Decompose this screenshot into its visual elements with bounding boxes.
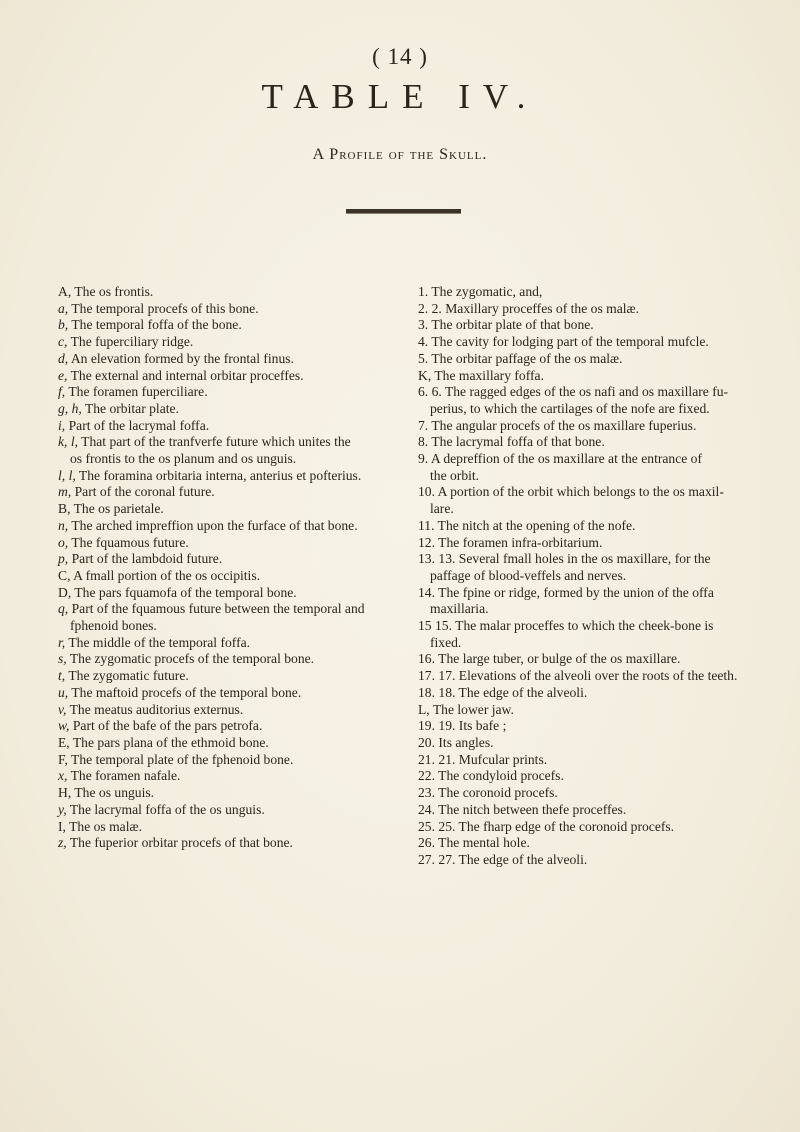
legend-key: 19. [418,718,435,734]
legend-entry [418,752,780,769]
legend-text: 27. The edge of the alveoli. [438,851,588,867]
legend-entry [418,601,780,618]
decorative-rule [346,209,461,213]
legend-entry [58,651,400,668]
legend-text: The condyloid procefs. [438,768,564,784]
legend-entry [58,635,400,652]
legend-text: The fuperior orbitar procefs of that bone. [69,835,293,851]
legend-entry [418,685,780,702]
legend-entry [418,284,780,301]
legend-text: Its angles. [438,734,494,750]
legend-text: The fpine or ridge, formed by the union of the offa [438,584,714,600]
legend-entry [418,484,780,501]
legend-entry [58,802,400,819]
legend-entry [58,618,400,635]
legend-key: l, l, [58,467,76,483]
legend-key: f, [58,384,66,400]
legend-text: The external and internal orbitar proceffes. [70,367,304,383]
legend-key: r, [58,634,66,650]
legend-key: 10. [418,484,435,500]
legend-key: 8. [418,434,429,450]
legend-text: lare. [430,501,454,517]
legend-entry [58,785,400,802]
legend-key: v, [58,701,67,717]
legend-text: 17. Elevations of the alveoli over the roots of the teeth. [438,668,738,684]
legend-key: 7. [418,417,429,433]
legend-entry [418,384,780,401]
legend-text: The maftoid procefs of the temporal bone. [71,684,302,700]
legend-key: d, [58,350,69,366]
legend-key: c, [58,334,68,350]
legend-key: w, [58,718,70,734]
legend-text: The temporal foffa of the bone. [71,317,242,333]
legend-key: n, [58,517,69,533]
legend-text: 2. Maxillary proceffes of the os malæ. [431,300,639,316]
legend-key: I, [58,818,66,834]
legend-key: C, [58,567,71,583]
legend-text: A fmall portion of the os occipitis. [73,567,261,583]
legend-key: L, [418,701,430,717]
legend-text: The lacrymal foffa of that bone. [431,434,605,450]
legend-text: An elevation formed by the frontal finus. [70,350,294,366]
legend-key: g, h, [58,400,82,416]
legend-key: e, [58,367,68,383]
legend-key: t, [58,668,66,684]
legend-text: The temporal plate of the fphenoid bone. [71,751,294,767]
legend-entry [418,618,780,635]
legend-entry [58,418,400,435]
legend-text: The lacrymal foffa of the os unguis. [69,801,265,817]
legend-text: Part of the lacrymal foffa. [68,417,210,433]
legend-text: 21. Mufcular prints. [438,751,548,767]
legend-text: The foramen infra-orbitarium. [438,534,603,550]
legend-entry [58,301,400,318]
legend-key: z, [58,835,67,851]
legend-text: A depreffion of the os maxillare at the entrance of [430,451,702,467]
legend-text: 15. The malar proceffes to which the cheek-bone is [435,618,714,634]
legend-text: The large tuber, or bulge of the os maxillare. [438,651,681,667]
legend-key: 23. [418,785,435,801]
legend-key: 5. [418,350,429,366]
legend-entry [58,401,400,418]
legend-text: The middle of the temporal foffa. [68,634,251,650]
legend-entry [58,585,400,602]
legend-entry [418,551,780,568]
legend-entry [58,819,400,836]
legend-entry [58,368,400,385]
legend-text: The maxillary foffa. [434,367,544,383]
legend-text: The temporal procefs of this bone. [71,300,259,316]
legend-entry [418,334,780,351]
legend-key: q, [58,601,69,617]
legend-key: 9. [418,451,429,467]
legend-key: 3. [418,317,429,333]
legend-text: The meatus auditorius externus. [69,701,244,717]
legend-text: The lower jaw. [432,701,514,717]
legend-text: 18. The edge of the alveoli. [438,684,588,700]
legend-text: The orbitar plate of that bone. [431,317,594,333]
legend-text: paffage of blood-veffels and nerves. [430,567,627,583]
legend-text: The fuperciliary ridge. [70,334,194,350]
legend-text: The orbitar paffage of the os malæ. [431,350,623,366]
legend-key: y, [58,801,67,817]
legend-key: 18. [418,684,435,700]
legend-entry [418,451,780,468]
legend-entry [418,301,780,318]
legend-key: 4. [418,334,429,350]
legend-key: 11. [418,517,435,533]
legend-entry [58,752,400,769]
legend-text: The zygomatic, and, [431,284,543,299]
legend-entry [58,535,400,552]
legend-text: The cavity for lodging part of the temporal mufcle. [431,334,709,350]
legend-entry [58,451,400,468]
legend-entry [58,334,400,351]
legend-text: The foramen fuperciliare. [68,384,208,400]
legend-entry [418,852,780,869]
legend-text: The angular procefs of the os maxillare fuperius. [431,417,697,433]
legend-text: fixed. [430,634,462,650]
legend-entry [418,718,780,735]
legend-entry [418,635,780,652]
legend-key: 27. [418,851,435,867]
legend-key: 15 [418,618,432,634]
legend-key: a, [58,300,69,316]
legend-text: Part of the bafe of the pars petrofa. [72,718,263,734]
legend-text: Part of the lambdoid future. [71,551,223,567]
legend-entry [418,434,780,451]
legend-key: 22. [418,768,435,784]
legend-text: A portion of the orbit which belongs to the os maxil- [437,484,724,500]
legend-text: 25. The fharp edge of the coronoid procefs. [438,818,675,834]
legend-text: The foramen nafale. [70,768,181,784]
legend-key: 13. [418,551,435,567]
legend-entry [58,434,400,451]
legend-text: The os unguis. [74,785,155,801]
legend-entry [58,568,400,585]
legend-entry [58,835,400,852]
page-number: ( 14 ) [372,44,428,69]
legend-key: B, [58,501,71,517]
legend-entry [418,668,780,685]
legend-entry [418,735,780,752]
legend-text: 6. The ragged edges of the os nafi and os maxillare fu- [431,384,729,400]
legend-entry [58,317,400,334]
legend-entry [418,768,780,785]
legend-text: The mental hole. [438,835,530,851]
legend-entry [418,819,780,836]
legend-key: 1. [418,284,429,299]
legend-text: fphenoid bones. [70,618,157,634]
legend-key: D, [58,584,72,600]
legend-entry [418,351,780,368]
legend-text: The pars plana of the ethmoid bone. [72,734,269,750]
legend-text: Part of the coronal future. [74,484,215,500]
legend-entry [418,468,780,485]
legend-entry [58,284,400,301]
legend-key: 20. [418,734,435,750]
legend-text: The orbitar plate. [84,400,179,416]
legend-key: 14. [418,584,435,600]
legend-entry [58,668,400,685]
legend-key: 6. [418,384,429,400]
legend-key: s, [58,651,67,667]
legend-entry [418,317,780,334]
legend-key: o, [58,534,69,550]
legend-text: maxillaria. [430,601,489,617]
legend-text: perius, to which the cartilages of the nofe are fixed. [430,400,710,416]
legend-key: p, [58,551,69,567]
legend-entry [58,351,400,368]
legend-text: The os parietale. [73,501,164,517]
legend-entry [418,651,780,668]
legend-entry [58,484,400,501]
legend-entry [58,518,400,535]
legend-entry [58,384,400,401]
legend-entry [418,401,780,418]
legend-entry [418,785,780,802]
legend-text: the orbit. [430,467,480,483]
legend-key: 26. [418,835,435,851]
legend-entry [418,535,780,552]
legend-key: 12. [418,534,435,550]
legend-text: The foramina orbitaria interna, anterius et pofterius. [78,467,362,483]
legend-entry [58,685,400,702]
legend-entry [418,702,780,719]
legend-text: os frontis to the os planum and os unguis. [70,451,297,467]
legend-entry [418,501,780,518]
left-legend-column [58,284,400,852]
legend-text: That part of the tranfverfe future which unites the [81,434,351,450]
legend-key: b, [58,317,69,333]
legend-entry [418,802,780,819]
legend-key: 25. [418,818,435,834]
legend-entry [58,718,400,735]
legend-text: The zygomatic procefs of the temporal bone. [69,651,315,667]
legend-entry [418,418,780,435]
legend-text: The arched impreffion upon the furface of that bone. [71,517,358,533]
legend-text: The nitch at the opening of the nofe. [437,517,636,533]
legend-key: 2. [418,300,429,316]
legend-key: 16. [418,651,435,667]
legend-entry [418,835,780,852]
legend-entry [418,585,780,602]
legend-entry [58,468,400,485]
legend-key: E, [58,734,70,750]
legend-text: The pars fquamofa of the temporal bone. [74,584,297,600]
legend-text: The fquamous future. [71,534,189,550]
legend-text: The os malæ. [69,818,142,834]
legend-entry [418,368,780,385]
legend-entry [418,568,780,585]
legend-entry [58,501,400,518]
legend-text: 19. Its bafe ; [438,718,507,734]
legend-key: x, [58,768,68,784]
legend-text: The zygomatic future. [68,668,189,684]
legend-entry [418,518,780,535]
legend-text: The os frontis. [74,284,154,299]
legend-text: The coronoid procefs. [438,785,558,801]
legend-key: u, [58,684,69,700]
right-legend-column [418,284,780,869]
legend-key: m, [58,484,72,500]
legend-key: F, [58,751,68,767]
legend-key: 21. [418,751,435,767]
plate-title: TABLE IV. [261,77,539,116]
legend-key: H, [58,785,72,801]
legend-key: 17. [418,668,435,684]
legend-entry [58,735,400,752]
plate-subtitle: A Profile of the Skull. [312,146,488,163]
legend-text: The nitch between thefe proceffes. [438,801,627,817]
legend-text: Part of the fquamous future between the temporal and [71,601,365,617]
legend-entry [58,768,400,785]
legend-key: i, [58,417,66,433]
legend-text: 13. Several fmall holes in the os maxillare, for the [438,551,711,567]
legend-key: A, [58,284,72,299]
legend-entry [58,702,400,719]
legend-key: 24. [418,801,435,817]
legend-key: k, l, [58,434,79,450]
legend-key: K, [418,367,432,383]
legend-entry [58,551,400,568]
legend-entry [58,601,400,618]
